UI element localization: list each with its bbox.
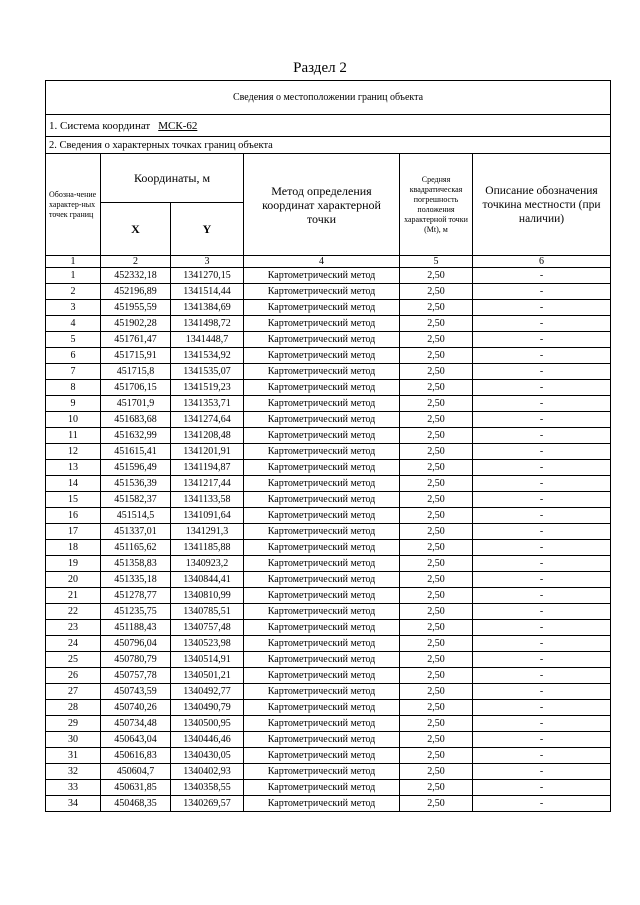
y-coordinate: 1341514,44 [171,284,244,300]
coord-system-row [46,115,611,137]
accuracy-cell: 2,50 [400,716,473,732]
x-coordinate: 451632,99 [101,428,171,444]
method-cell: Картометрический метод [244,668,400,684]
x-coordinate: 450604,7 [101,764,171,780]
accuracy-cell: 2,50 [400,620,473,636]
point-number: 32 [46,764,101,780]
y-coordinate: 1340523,98 [171,636,244,652]
table-row [46,332,611,348]
description-cell: - [473,476,611,492]
accuracy-cell: 2,50 [400,572,473,588]
description-cell: - [473,636,611,652]
accuracy-cell: 2,50 [400,604,473,620]
description-cell: - [473,268,611,284]
x-coordinate: 450631,85 [101,780,171,796]
y-coordinate: 1340514,91 [171,652,244,668]
x-coordinate: 451235,75 [101,604,171,620]
method-cell: Картометрический метод [244,476,400,492]
header-description: Описание обозначения точкина местности (при наличии) [473,154,611,256]
x-coordinate: 452196,89 [101,284,171,300]
description-cell: - [473,444,611,460]
accuracy-cell: 2,50 [400,476,473,492]
description-cell: - [473,492,611,508]
table-row [46,684,611,700]
table-row [46,316,611,332]
accuracy-cell: 2,50 [400,732,473,748]
description-cell: - [473,780,611,796]
column-number: 6 [473,256,611,268]
point-number: 12 [46,444,101,460]
x-coordinate: 451278,77 [101,588,171,604]
point-number: 34 [46,796,101,812]
point-number: 17 [46,524,101,540]
table-row [46,268,611,284]
column-number: 1 [46,256,101,268]
accuracy-cell: 2,50 [400,540,473,556]
table-row [46,428,611,444]
method-cell: Картометрический метод [244,444,400,460]
header-coordinates: Координаты, м [101,154,244,203]
y-coordinate: 1340500,95 [171,716,244,732]
point-number: 31 [46,748,101,764]
description-cell: - [473,284,611,300]
point-number: 33 [46,780,101,796]
y-coordinate: 1341448,7 [171,332,244,348]
x-coordinate: 451335,18 [101,572,171,588]
method-cell: Картометрический метод [244,268,400,284]
table-row [46,540,611,556]
x-coordinate: 450780,79 [101,652,171,668]
point-number: 2 [46,284,101,300]
method-cell: Картометрический метод [244,796,400,812]
x-coordinate: 451715,8 [101,364,171,380]
method-cell: Картометрический метод [244,332,400,348]
method-cell: Картометрический метод [244,716,400,732]
table-row [46,572,611,588]
accuracy-cell: 2,50 [400,748,473,764]
accuracy-cell: 2,50 [400,524,473,540]
description-cell: - [473,764,611,780]
x-coordinate: 451706,15 [101,380,171,396]
point-number: 29 [46,716,101,732]
method-cell: Картометрический метод [244,700,400,716]
description-cell: - [473,508,611,524]
point-number: 24 [46,636,101,652]
method-cell: Картометрический метод [244,604,400,620]
x-coordinate: 450734,48 [101,716,171,732]
table-row [46,300,611,316]
table-row [46,732,611,748]
accuracy-cell: 2,50 [400,348,473,364]
table-row [46,412,611,428]
coord-system-value: МСК-62 [158,119,198,132]
method-cell: Картометрический метод [244,636,400,652]
table-row [46,524,611,540]
table-row [46,716,611,732]
y-coordinate: 1341384,69 [171,300,244,316]
accuracy-cell: 2,50 [400,556,473,572]
method-cell: Картометрический метод [244,780,400,796]
y-coordinate: 1340923,2 [171,556,244,572]
method-cell: Картометрический метод [244,364,400,380]
description-cell: - [473,396,611,412]
y-coordinate: 1341270,15 [171,268,244,284]
column-numbers-row [46,256,611,268]
y-coordinate: 1341353,71 [171,396,244,412]
table-row [46,364,611,380]
method-cell: Картометрический метод [244,524,400,540]
point-number: 30 [46,732,101,748]
accuracy-cell: 2,50 [400,588,473,604]
description-cell: - [473,796,611,812]
table-row [46,636,611,652]
x-coordinate: 451715,91 [101,348,171,364]
accuracy-cell: 2,50 [400,380,473,396]
accuracy-cell: 2,50 [400,668,473,684]
accuracy-cell: 2,50 [400,268,473,284]
x-coordinate: 451761,47 [101,332,171,348]
x-coordinate: 450743,59 [101,684,171,700]
y-coordinate: 1340810,99 [171,588,244,604]
y-coordinate: 1341291,3 [171,524,244,540]
accuracy-cell: 2,50 [400,780,473,796]
x-coordinate: 450643,04 [101,732,171,748]
description-cell: - [473,364,611,380]
method-cell: Картометрический метод [244,540,400,556]
x-coordinate: 451165,62 [101,540,171,556]
method-cell: Картометрический метод [244,316,400,332]
point-number: 19 [46,556,101,572]
description-cell: - [473,620,611,636]
method-cell: Картометрический метод [244,732,400,748]
method-cell: Картометрический метод [244,348,400,364]
description-cell: - [473,716,611,732]
table-row [46,476,611,492]
y-coordinate: 1341208,48 [171,428,244,444]
y-coordinate: 1341535,07 [171,364,244,380]
coord-system-label: 1. Система координат [49,119,151,132]
x-coordinate: 450616,83 [101,748,171,764]
accuracy-cell: 2,50 [400,492,473,508]
accuracy-cell: 2,50 [400,652,473,668]
x-coordinate: 450796,04 [101,636,171,652]
accuracy-cell: 2,50 [400,412,473,428]
column-number: 3 [171,256,244,268]
y-coordinate: 1341519,23 [171,380,244,396]
table-row [46,380,611,396]
y-coordinate: 1341274,64 [171,412,244,428]
table-row [46,604,611,620]
y-coordinate: 1341091,64 [171,508,244,524]
point-number: 1 [46,268,101,284]
table-row [46,780,611,796]
table-row [46,700,611,716]
x-coordinate: 451683,68 [101,412,171,428]
x-coordinate: 451615,41 [101,444,171,460]
description-cell: - [473,684,611,700]
description-cell: - [473,300,611,316]
x-coordinate: 451514,5 [101,508,171,524]
page-title: Раздел 2 [293,60,347,76]
description-cell: - [473,652,611,668]
point-number: 7 [46,364,101,380]
method-cell: Картометрический метод [244,764,400,780]
header-accuracy: Средняя квадратическая погрешность положения характерной точки (Mt), м [400,154,473,256]
y-coordinate: 1341133,58 [171,492,244,508]
header-method: Метод определения координат характерной точки [244,154,400,256]
x-coordinate: 451596,49 [101,460,171,476]
point-number: 5 [46,332,101,348]
description-cell: - [473,748,611,764]
method-cell: Картометрический метод [244,300,400,316]
method-cell: Картометрический метод [244,652,400,668]
y-coordinate: 1340402,93 [171,764,244,780]
table-row [46,764,611,780]
description-cell: - [473,524,611,540]
y-coordinate: 1340844,41 [171,572,244,588]
table-row [46,556,611,572]
y-coordinate: 1341201,91 [171,444,244,460]
table-row [46,588,611,604]
x-coordinate: 451337,01 [101,524,171,540]
x-coordinate: 452332,18 [101,268,171,284]
table-row [46,460,611,476]
accuracy-cell: 2,50 [400,300,473,316]
description-cell: - [473,588,611,604]
point-number: 10 [46,412,101,428]
point-number: 21 [46,588,101,604]
accuracy-cell: 2,50 [400,460,473,476]
method-cell: Картометрический метод [244,620,400,636]
method-cell: Картометрический метод [244,284,400,300]
table-row [46,396,611,412]
table-row [46,668,611,684]
description-cell: - [473,460,611,476]
x-coordinate: 451536,39 [101,476,171,492]
table-row [46,796,611,812]
description-cell: - [473,316,611,332]
table-row [46,444,611,460]
y-coordinate: 1340490,79 [171,700,244,716]
section-header: Сведения о местоположении границ объекта [46,81,611,115]
table-row [46,348,611,364]
x-coordinate: 450468,35 [101,796,171,812]
method-cell: Картометрический метод [244,684,400,700]
method-cell: Картометрический метод [244,428,400,444]
column-number: 2 [101,256,171,268]
accuracy-cell: 2,50 [400,332,473,348]
description-cell: - [473,540,611,556]
y-coordinate: 1340492,77 [171,684,244,700]
point-number: 15 [46,492,101,508]
accuracy-cell: 2,50 [400,444,473,460]
point-number: 13 [46,460,101,476]
point-number: 25 [46,652,101,668]
method-cell: Картометрический метод [244,380,400,396]
x-coordinate: 451582,37 [101,492,171,508]
y-coordinate: 1340785,51 [171,604,244,620]
point-number: 9 [46,396,101,412]
accuracy-cell: 2,50 [400,364,473,380]
accuracy-cell: 2,50 [400,684,473,700]
y-coordinate: 1340269,57 [171,796,244,812]
point-number: 16 [46,508,101,524]
description-cell: - [473,668,611,684]
description-cell: - [473,604,611,620]
table-row [46,284,611,300]
point-number: 26 [46,668,101,684]
description-cell: - [473,380,611,396]
y-coordinate: 1340501,21 [171,668,244,684]
point-number: 22 [46,604,101,620]
accuracy-cell: 2,50 [400,396,473,412]
x-coordinate: 451358,83 [101,556,171,572]
x-coordinate: 451188,43 [101,620,171,636]
x-coordinate: 451701,9 [101,396,171,412]
accuracy-cell: 2,50 [400,700,473,716]
point-number: 20 [46,572,101,588]
accuracy-cell: 2,50 [400,316,473,332]
points-section-label: 2. Сведения о характерных точках границ объекта [46,137,611,154]
table-row [46,652,611,668]
description-cell: - [473,332,611,348]
accuracy-cell: 2,50 [400,284,473,300]
point-number: 28 [46,700,101,716]
point-number: 14 [46,476,101,492]
x-coordinate: 451902,28 [101,316,171,332]
method-cell: Картометрический метод [244,572,400,588]
y-coordinate: 1341185,88 [171,540,244,556]
point-number: 4 [46,316,101,332]
method-cell: Картометрический метод [244,460,400,476]
x-coordinate: 450740,26 [101,700,171,716]
y-coordinate: 1340446,46 [171,732,244,748]
method-cell: Картометрический метод [244,508,400,524]
method-cell: Картометрический метод [244,492,400,508]
description-cell: - [473,348,611,364]
table-row [46,620,611,636]
boundary-points-table [45,80,611,812]
header-y: Y [171,203,244,256]
x-coordinate: 451955,59 [101,300,171,316]
point-number: 11 [46,428,101,444]
header-designation: Обозна-чение характер-ных точек границ [46,154,101,256]
description-cell: - [473,572,611,588]
header-x: X [101,203,171,256]
table-row [46,748,611,764]
accuracy-cell: 2,50 [400,636,473,652]
point-number: 23 [46,620,101,636]
accuracy-cell: 2,50 [400,508,473,524]
description-cell: - [473,428,611,444]
method-cell: Картометрический метод [244,556,400,572]
point-number: 6 [46,348,101,364]
x-coordinate: 450757,78 [101,668,171,684]
y-coordinate: 1341217,44 [171,476,244,492]
point-number: 18 [46,540,101,556]
column-number: 4 [244,256,400,268]
y-coordinate: 1341534,92 [171,348,244,364]
description-cell: - [473,556,611,572]
column-number: 5 [400,256,473,268]
y-coordinate: 1341194,87 [171,460,244,476]
method-cell: Картометрический метод [244,748,400,764]
table-row [46,508,611,524]
table-row [46,492,611,508]
point-number: 3 [46,300,101,316]
accuracy-cell: 2,50 [400,796,473,812]
method-cell: Картометрический метод [244,588,400,604]
point-number: 27 [46,684,101,700]
y-coordinate: 1341498,72 [171,316,244,332]
y-coordinate: 1340430,05 [171,748,244,764]
y-coordinate: 1340757,48 [171,620,244,636]
accuracy-cell: 2,50 [400,428,473,444]
method-cell: Картометрический метод [244,396,400,412]
accuracy-cell: 2,50 [400,764,473,780]
method-cell: Картометрический метод [244,412,400,428]
description-cell: - [473,732,611,748]
description-cell: - [473,412,611,428]
description-cell: - [473,700,611,716]
point-number: 8 [46,380,101,396]
y-coordinate: 1340358,55 [171,780,244,796]
